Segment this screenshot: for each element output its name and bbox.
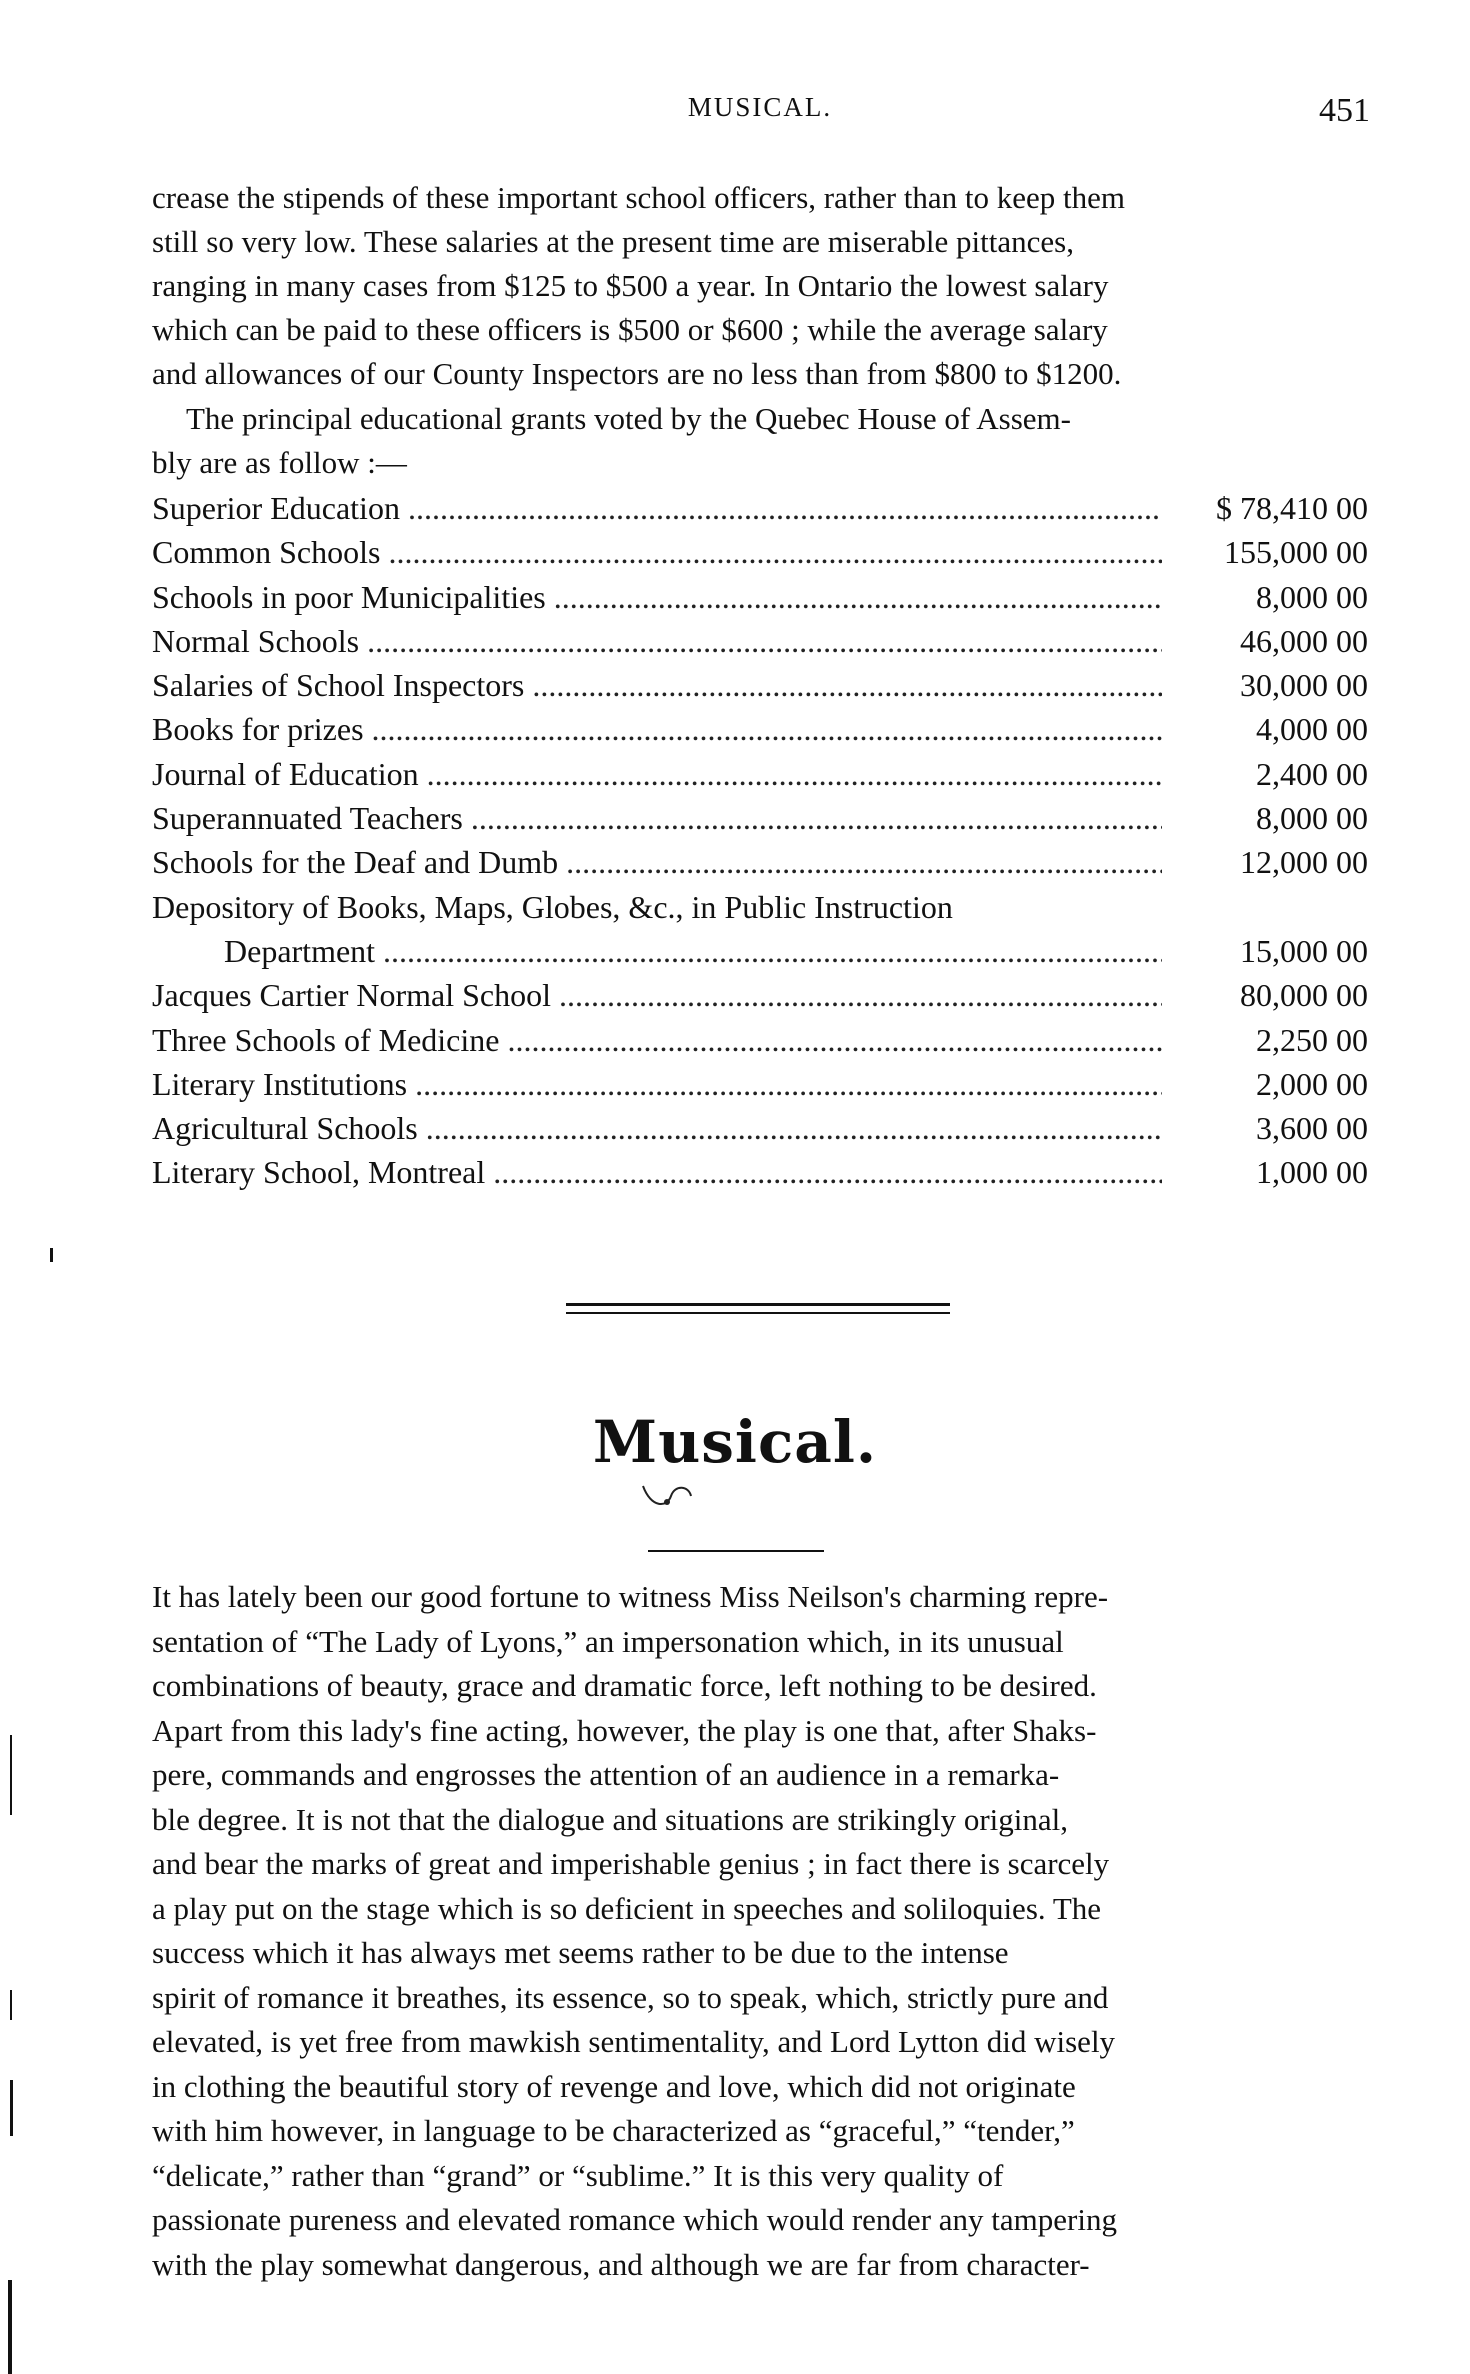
grant-row (152, 796, 1368, 840)
grant-row (152, 1106, 1368, 1150)
grant-amount: 2,000 00 (1256, 1065, 1368, 1102)
text-line: elevated, is yet free from mawkish sentimentality, and Lord Lytton did wisely (152, 2024, 1116, 2059)
text-line: The principal educational grants voted by the Quebec House of Assem- (186, 401, 1071, 436)
scan-artifact-mark (50, 1248, 53, 1262)
grant-row (152, 973, 1368, 1017)
grant-row (152, 752, 1368, 796)
running-head (150, 92, 1370, 132)
grant-amount: 8,000 00 (1256, 578, 1368, 615)
grant-label: Literary School, Montreal ..... (152, 1150, 1162, 1194)
text-line: still so very low. These salaries at the present time are miserable pittances, (152, 224, 1074, 259)
musical-paragraph (152, 1575, 1368, 2287)
grant-row (152, 1062, 1368, 1106)
grant-label: Literary Institutions ..... (152, 1062, 1162, 1106)
text-line: It has lately been our good fortune to witness Miss Neilson's charming repre- (152, 1579, 1109, 1614)
grant-amount: 155,000 00 (1224, 534, 1368, 571)
grant-row (152, 1150, 1368, 1194)
grant-row (152, 619, 1368, 663)
text-line: ranging in many cases from $125 to $500 a year. In Ontario the lowest salary (152, 268, 1109, 303)
grant-row (152, 575, 1368, 619)
text-line: bly are as follow :— (152, 445, 407, 480)
grant-row (152, 707, 1368, 751)
text-line: Apart from this lady's fine acting, however, the play is one that, after Shaks- (152, 1712, 1097, 1748)
grant-label: Normal Schools ..... (152, 619, 1162, 663)
grant-label: Common Schools ..... (152, 530, 1162, 574)
text-line: with the play somewhat dangerous, and although we are far from character- (152, 2246, 1090, 2282)
text-line: in clothing the beautiful story of revenge and love, which did not originate (152, 2068, 1076, 2104)
grant-label: Three Schools of Medicine ..... (152, 1018, 1162, 1062)
text-line: spirit of romance it breathes, its essence, so to speak, which, strictly pure and (152, 1979, 1109, 2015)
grant-row (152, 486, 1368, 530)
grant-row (152, 530, 1368, 574)
text-line: passionate pureness and elevated romance which would render any tampering (152, 2202, 1117, 2237)
grant-amount: 8,000 00 (1256, 800, 1368, 837)
scan-artifact-mark (10, 1735, 12, 1815)
grant-label: Schools for the Deaf and Dumb ..... (152, 840, 1162, 884)
grant-label: Department ..... (224, 929, 1162, 973)
grant-amount: 2,250 00 (1256, 1021, 1368, 1058)
flourish-ornament-icon (637, 1478, 697, 1512)
grant-row (152, 663, 1368, 707)
text-line: and bear the marks of great and imperishable genius ; in fact there is scarcely (152, 1846, 1110, 1881)
grant-amount: 30,000 00 (1240, 667, 1368, 704)
grant-label: Superior Education ..... (152, 486, 1162, 530)
grant-amount: 46,000 00 (1240, 622, 1368, 659)
grant-amount: 1,000 00 (1256, 1154, 1368, 1191)
scan-artifact-mark (8, 2280, 12, 2374)
grants-list (152, 486, 1368, 1195)
section-divider-rule (566, 1312, 950, 1314)
grant-label: Schools in poor Municipalities ..... (152, 575, 1162, 619)
grant-amount: 15,000 00 (1240, 932, 1368, 969)
text-line: pere, commands and engrosses the attention of an audience in a remarka- (152, 1757, 1060, 1792)
text-line: and allowances of our County Inspectors are no less than from $800 to $1200. (152, 356, 1122, 391)
section-title: Musical. (592, 1408, 878, 1476)
section-divider-rule (566, 1303, 950, 1306)
grant-row (152, 929, 1368, 973)
grant-label: Superannuated Teachers ..... (152, 796, 1162, 840)
running-head-title: MUSICAL. (687, 92, 833, 122)
title-underline-rule (648, 1550, 824, 1552)
text-line: sentation of “The Lady of Lyons,” an impersonation which, in its unusual (152, 1623, 1064, 1659)
grant-label: Journal of Education ..... (152, 752, 1162, 796)
grant-label: Books for prizes ..... (152, 707, 1162, 751)
page-number: 451 (1319, 92, 1370, 129)
scan-artifact-mark (10, 2080, 13, 2136)
text-line: a play put on the stage which is so deficient in speeches and soliloquies. The (152, 1890, 1102, 1926)
text-line: “delicate,” rather than “grand” or “sublime.” It is this very quality of (152, 2157, 1004, 2193)
grant-row (152, 840, 1368, 884)
text-line: crease the stipends of these important school officers, rather than to keep them (152, 180, 1126, 215)
text-line: combinations of beauty, grace and dramatic force, left nothing to be desired. (152, 1668, 1097, 1703)
text-line: ble degree. It is not that the dialogue and situations are strikingly original, (152, 1801, 1068, 1837)
grant-amount: $ 78,410 00 (1216, 490, 1368, 526)
grant-label: Agricultural Schools ..... (152, 1106, 1162, 1150)
grant-amount: 80,000 00 (1240, 977, 1368, 1014)
grant-amount: 3,600 00 (1256, 1110, 1368, 1147)
text-line: success which it has always met seems rather to be due to the intense (152, 1935, 1009, 1970)
scan-artifact-mark (10, 1990, 12, 2020)
grant-row (152, 1018, 1368, 1062)
grant-label: Jacques Cartier Normal School ..... (152, 973, 1162, 1017)
grant-label: Salaries of School Inspectors ..... (152, 663, 1162, 707)
grants-intro (152, 397, 1368, 485)
grant-label: Depository of Books, Maps, Globes, &c., in Public Instruction (152, 888, 953, 925)
grant-row (152, 885, 1368, 929)
grant-amount: 12,000 00 (1240, 844, 1368, 881)
grant-amount: 2,400 00 (1256, 755, 1368, 792)
grant-amount: 4,000 00 (1256, 711, 1368, 748)
text-line: which can be paid to these officers is $500 or $600 ; while the average salary (152, 312, 1108, 347)
text-line: with him however, in language to be characterized as “graceful,” “tender,” (152, 2113, 1075, 2148)
intro-paragraph (152, 176, 1368, 396)
